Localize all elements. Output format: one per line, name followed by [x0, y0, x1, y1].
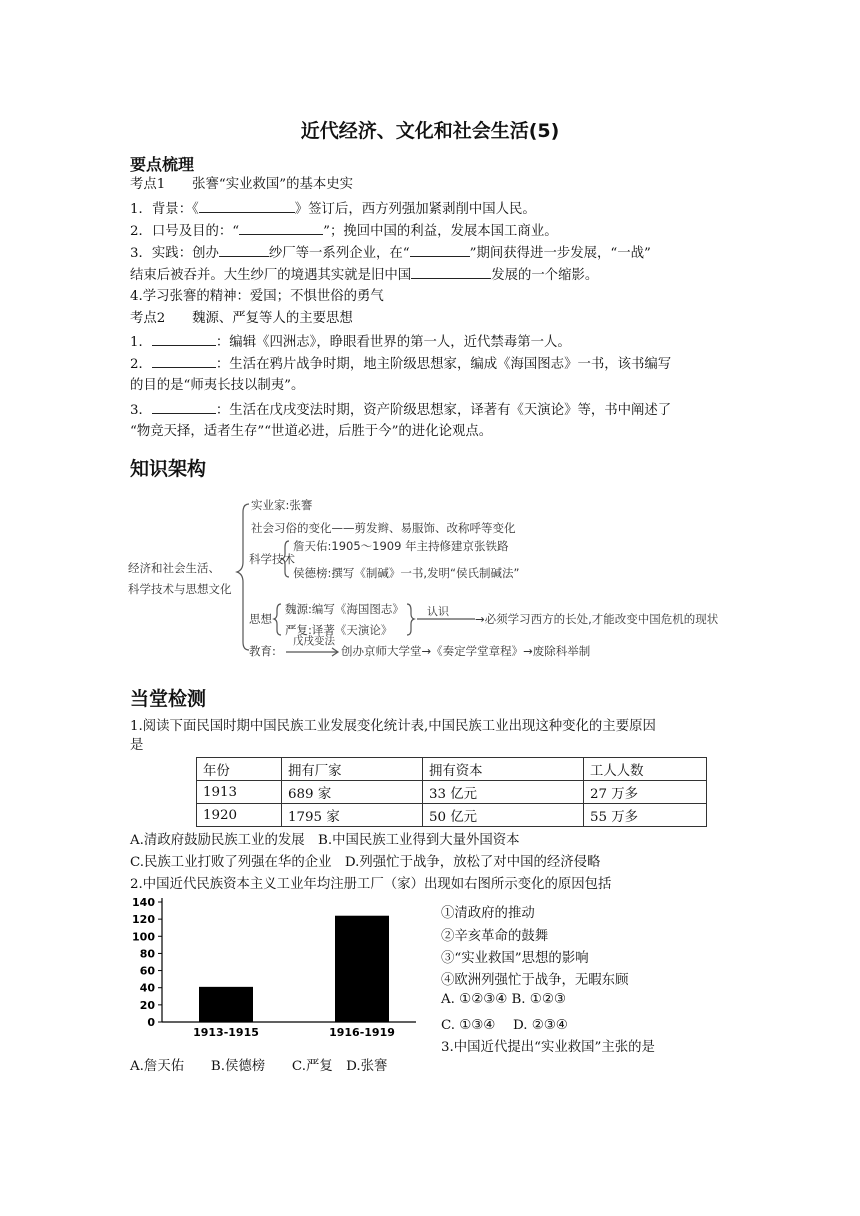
diagram-conclusion: →必须学习西方的长处,才能改变中国危机的现状	[475, 612, 719, 626]
table-cell: 1795 家	[282, 804, 423, 827]
q2-options-cd: C. ①③④ D. ②③④	[441, 1018, 568, 1033]
q2-item-1: ①清政府的推动	[441, 906, 535, 921]
q3-options: A.詹天佑 B.侯德榜 C.严复 D.张謇	[130, 1059, 388, 1074]
y-tick-label: 140	[132, 896, 155, 909]
section-heading-knowledge: 知识架构	[130, 458, 207, 480]
table-header-cell: 拥有厂家	[282, 758, 423, 781]
table-row	[197, 781, 707, 804]
table-header-cell: 拥有资本	[423, 758, 584, 781]
q3-stem: 3.中国近代提出“实业救国”主张的是	[441, 1040, 655, 1055]
line-yanfu-cont: “物竞天择，适者生存”“世道必进，后胜于今”的进化论观点。	[130, 424, 493, 439]
table-header-cell: 年份	[197, 758, 282, 781]
q2-item-4: ④欧洲列强忙于战争，无暇东顾	[441, 973, 629, 988]
factory-bar-chart	[130, 896, 420, 1040]
point1-title: 考点1 张謇“实业救国”的基本史实	[130, 177, 354, 192]
line-weiyuan-cont: 的目的是“师夷长技以制夷”。	[130, 378, 305, 393]
y-tick-label: 40	[139, 981, 155, 995]
bar	[335, 916, 389, 1022]
diagram-reform: 戊戌变法	[293, 635, 335, 647]
table-cell: 27 万多	[584, 781, 707, 804]
section-heading-key-points: 要点梳理	[130, 155, 195, 174]
bar	[199, 987, 253, 1022]
y-tick-label: 60	[139, 964, 155, 978]
line-practice-cont: 结束后被吞并。大生纱厂的境遇其实就是旧中国 发展的一个缩影。	[130, 268, 599, 283]
q1-stem: 1.阅读下面民国时期中国民族工业发展变化统计表,中国民族工业出现这种变化的主要原因	[130, 719, 656, 734]
line-spirit: 4.学习张謇的精神：爱国；不惧世俗的勇气	[130, 289, 384, 304]
diagram-zhan-tianyou: 詹天佑:1905～1909 年主持修建京张铁路	[293, 539, 509, 553]
answer-blank[interactable]	[219, 244, 269, 257]
answer-blank[interactable]	[411, 266, 491, 279]
line-practice: 3．实践：创办 纱厂等一系列企业，在“ ”期间获得进一步发展，“一战”	[130, 246, 651, 261]
table-cell: 55 万多	[584, 804, 707, 827]
diagram-entrepreneur: 实业家:张謇	[251, 498, 313, 512]
table-cell: 33 亿元	[423, 781, 584, 804]
q2-item-2: ②辛亥革命的鼓舞	[441, 929, 549, 944]
q1-options-ab: A.清政府鼓励民族工业的发展 B.中国民族工业得到大量外国资本	[130, 833, 520, 848]
q2-item-3: ③“实业救国”思想的影响	[441, 951, 589, 966]
line-weiyuan: 2． ：生活在鸦片战争时期，地主阶级思想家，编成《海国图志》一书，该书编写	[130, 357, 672, 372]
diagram-wei-yuan: 魏源:编写《海国图志》	[285, 602, 404, 616]
table-cell: 50 亿元	[423, 804, 584, 827]
section-heading-quiz: 当堂检测	[130, 688, 207, 710]
line-linzexu: 1． ：编辑《四洲志》，睁眼看世界的第一人，近代禁毒第一人。	[130, 335, 571, 350]
q2-stem: 2.中国近代民族资本主义工业年均注册工厂（家）出现如右图所示变化的原因包括	[130, 877, 612, 892]
diagram-root-2: 科学技术与思想文化	[128, 582, 232, 596]
diagram-recognition: 认识	[427, 605, 449, 618]
diagram-thought: 思想	[249, 612, 272, 626]
table-cell: 689 家	[282, 781, 423, 804]
diagram-customs: 社会习俗的变化——剪发辫、易服饰、改称呼等变化	[251, 521, 516, 535]
line-slogan: 2．口号及目的：“ ”；挽回中国的利益，发展本国工商业。	[130, 224, 558, 239]
x-tick-label: 1916-1919	[329, 1026, 395, 1039]
q1-stem-cont: 是	[130, 738, 144, 753]
q1-options-cd: C.民族工业打败了列强在华的企业 D.列强忙于战争，放松了对中国的经济侵略	[130, 855, 601, 870]
answer-blank[interactable]	[152, 401, 216, 414]
answer-blank[interactable]	[152, 355, 216, 368]
table-header-cell: 工人人数	[584, 758, 707, 781]
y-tick-label: 0	[147, 1016, 155, 1029]
y-tick-label: 120	[132, 913, 155, 927]
table-cell: 1920	[197, 804, 282, 827]
table-row	[197, 804, 707, 827]
diagram-hou-debang: 侯德榜:撰写《制碱》一书,发明“侯氏制碱法”	[293, 566, 520, 580]
diagram-yan-fu: 严复:译著《天演论》	[285, 623, 393, 637]
line-background: 1．背景：《 》签订后，西方列强加紧剥削中国人民。	[130, 202, 536, 217]
answer-blank[interactable]	[199, 200, 295, 213]
table-header-row	[197, 758, 707, 781]
industry-stats-table	[196, 757, 707, 827]
diagram-science: 科学技术	[249, 552, 295, 566]
answer-blank[interactable]	[239, 222, 323, 235]
answer-blank[interactable]	[152, 333, 216, 346]
y-tick-label: 80	[139, 947, 155, 961]
diagram-education-chain: 创办京师大学堂→《奏定学堂章程》→废除科举制	[341, 644, 591, 658]
table-cell: 1913	[197, 781, 282, 804]
diagram-education: 教育:	[249, 644, 276, 658]
line-yanfu: 3． ：生活在戊戌变法时期，资产阶级思想家，译著有《天演论》等，书中阐述了	[130, 403, 672, 418]
knowledge-diagram	[125, 492, 745, 662]
answer-blank[interactable]	[410, 244, 470, 257]
x-tick-label: 1913-1915	[193, 1026, 259, 1039]
point2-title: 考点2 魏源、严复等人的主要思想	[130, 311, 353, 326]
diagram-root-1: 经济和社会生活、	[128, 561, 220, 575]
y-tick-label: 20	[139, 998, 155, 1012]
page-title: 近代经济、文化和社会生活(5)	[300, 120, 560, 142]
q2-options-ab: A. ①②③④ B. ①②③	[441, 992, 566, 1007]
y-tick-label: 100	[132, 930, 155, 944]
